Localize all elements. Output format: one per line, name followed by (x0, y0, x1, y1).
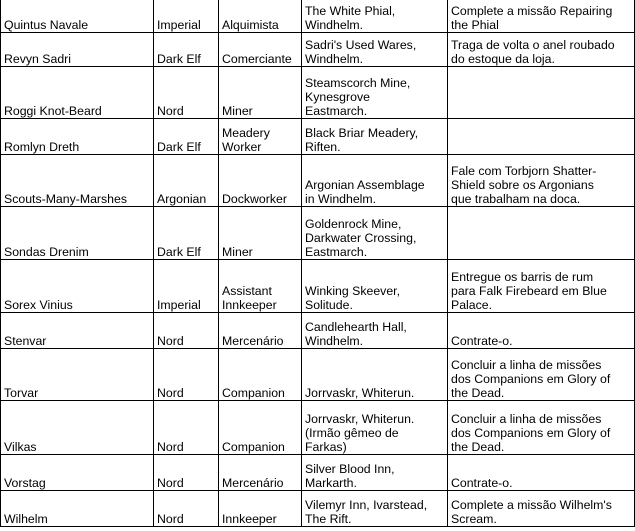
role-cell: Companion (219, 401, 302, 455)
quest-cell: Fale com Torbjorn Shatter- Shield sobre os Argonians que trabalham na doca. (448, 155, 635, 207)
role-cell: Innkeeper (219, 491, 302, 527)
location-cell: Silver Blood Inn, Markarth. (302, 455, 448, 491)
name-cell: Scouts-Many-Marshes (1, 155, 154, 207)
race-cell: Dark Elf (154, 119, 219, 155)
name-cell: Romlyn Dreth (1, 119, 154, 155)
quest-cell (448, 119, 635, 155)
race-cell: Nord (154, 313, 219, 349)
role-cell: Companion (219, 349, 302, 401)
quest-cell: Concluir a linha de missões dos Companions em Glory of the Dead. (448, 401, 635, 455)
role-cell: Miner (219, 67, 302, 119)
quest-cell: Entregue os barris de rum para Falk Firebeard em Blue Palace. (448, 260, 635, 313)
location-cell: Jorrvaskr, Whiterun. (Irmão gêmeo de Farkas) (302, 401, 448, 455)
name-cell: Torvar (1, 349, 154, 401)
location-cell: Vilemyr Inn, Ivarstead, The Rift. (302, 491, 448, 527)
location-cell: The White Phial, Windhelm. (302, 0, 448, 33)
quest-cell: Traga de volta o anel roubado do estoque da loja. (448, 33, 635, 67)
race-cell: Dark Elf (154, 207, 219, 260)
role-cell: Comerciante (219, 33, 302, 67)
table-row (1, 207, 635, 260)
race-cell: Dark Elf (154, 33, 219, 67)
table-row (1, 33, 635, 67)
role-cell: Mercenário (219, 455, 302, 491)
role-cell: Assistant Innkeeper (219, 260, 302, 313)
quest-cell (448, 67, 635, 119)
race-cell: Nord (154, 455, 219, 491)
race-cell: Nord (154, 349, 219, 401)
race-cell: Imperial (154, 0, 219, 33)
table-row (1, 455, 635, 491)
quest-cell: Concluir a linha de missões dos Companions em Glory of the Dead. (448, 349, 635, 401)
table-row (1, 119, 635, 155)
table-row (1, 349, 635, 401)
quest-cell: Contrate-o. (448, 313, 635, 349)
name-cell: Roggi Knot-Beard (1, 67, 154, 119)
quest-cell: Complete a missão Repairing the Phial (448, 0, 635, 33)
table-row (1, 491, 635, 527)
location-cell: Candlehearth Hall, Windhelm. (302, 313, 448, 349)
table-row (1, 401, 635, 455)
race-cell: Argonian (154, 155, 219, 207)
table-row (1, 155, 635, 207)
table-row (1, 0, 635, 33)
role-cell: Miner (219, 207, 302, 260)
role-cell: Meadery Worker (219, 119, 302, 155)
race-cell: Imperial (154, 260, 219, 313)
table-row (1, 67, 635, 119)
race-cell: Nord (154, 401, 219, 455)
location-cell: Winking Skeever, Solitude. (302, 260, 448, 313)
role-cell: Mercenário (219, 313, 302, 349)
location-cell: Sadri's Used Wares, Windhelm. (302, 33, 448, 67)
name-cell: Revyn Sadri (1, 33, 154, 67)
name-cell: Stenvar (1, 313, 154, 349)
table-row (1, 260, 635, 313)
role-cell: Dockworker (219, 155, 302, 207)
location-cell: Black Briar Meadery, Riften. (302, 119, 448, 155)
race-cell: Nord (154, 491, 219, 527)
quest-cell (448, 207, 635, 260)
location-cell: Jorrvaskr, Whiterun. (302, 349, 448, 401)
name-cell: Wilhelm (1, 491, 154, 527)
role-cell: Alquimista (219, 0, 302, 33)
name-cell: Sorex Vinius (1, 260, 154, 313)
race-cell: Nord (154, 67, 219, 119)
name-cell: Sondas Drenim (1, 207, 154, 260)
location-cell: Argonian Assemblage in Windhelm. (302, 155, 448, 207)
table-row (1, 313, 635, 349)
name-cell: Vorstag (1, 455, 154, 491)
name-cell: Vilkas (1, 401, 154, 455)
location-cell: Steamscorch Mine, Kynesgrove Eastmarch. (302, 67, 448, 119)
name-cell: Quintus Navale (1, 0, 154, 33)
quest-cell: Complete a missão Wilhelm's Scream. (448, 491, 635, 527)
quest-cell: Contrate-o. (448, 455, 635, 491)
location-cell: Goldenrock Mine, Darkwater Crossing, Eastmarch. (302, 207, 448, 260)
